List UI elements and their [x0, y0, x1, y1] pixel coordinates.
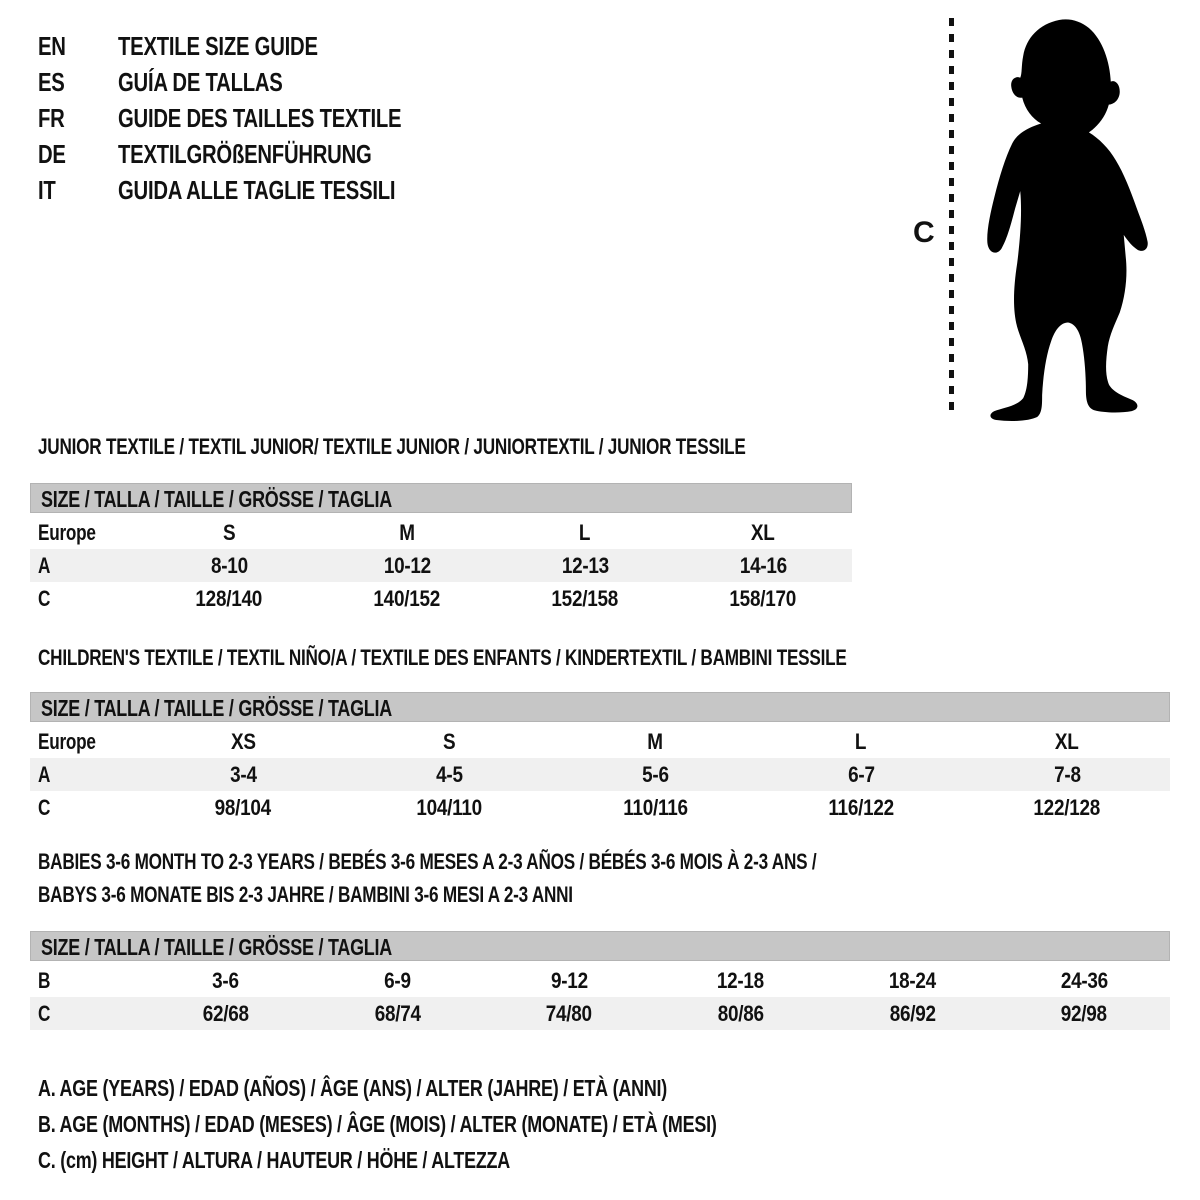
row-label-cell: C	[38, 585, 51, 611]
size-cell: L	[579, 519, 591, 545]
size-header-bar: SIZE / TALLA / TAILLE / GRÖSSE / TAGLIA	[30, 931, 1170, 961]
legend-line-c: C. (cm) HEIGHT / ALTURA / HAUTEUR / HÖHE / ALTEZZA	[38, 1146, 510, 1173]
size-cell: XL	[1055, 728, 1079, 754]
list-item	[38, 100, 481, 136]
dashed-measure-line	[949, 18, 954, 418]
language-code: IT	[38, 174, 56, 205]
legend-line-b: B. AGE (MONTHS) / EDAD (MESES) / ÂGE (MOIS) / ALTER (MONATE) / ETÀ (MESI)	[38, 1110, 717, 1137]
age-cell: 3-4	[229, 761, 257, 787]
height-cell: 74/80	[546, 1000, 593, 1026]
guide-title: TEXTILGRÖßENFÜHRUNG	[118, 138, 372, 169]
babies-section-heading-line1: BABIES 3-6 MONTH TO 2-3 YEARS / BEBÉS 3-6 MESES A 2-3 AÑOS / BÉBÉS 3-6 MOIS À 2-3 ANS /	[38, 849, 817, 874]
row-label-cell: Europe	[38, 519, 96, 545]
guide-title: GUÍA DE TALLAS	[118, 66, 283, 97]
height-cell: 152/158	[551, 585, 619, 611]
junior-table	[30, 516, 852, 615]
age-cell: 4-5	[435, 761, 463, 787]
size-cell: M	[399, 519, 415, 545]
height-cell: 62/68	[202, 1000, 249, 1026]
language-code: DE	[38, 138, 66, 169]
age-cell: 6-9	[384, 967, 411, 993]
language-code: FR	[38, 102, 65, 133]
age-cell: 3-6	[212, 967, 240, 993]
list-item	[38, 28, 481, 64]
children-table	[30, 725, 1170, 824]
table-row	[30, 549, 852, 582]
row-label-cell: C	[38, 1000, 51, 1026]
junior-section-heading: JUNIOR TEXTILE / TEXTIL JUNIOR/ TEXTILE JUNIOR / JUNIORTEXTIL / JUNIOR TESSILE	[38, 434, 746, 459]
legend-line-a: A. AGE (YEARS) / EDAD (AÑOS) / ÂGE (ANS) / ALTER (JAHRE) / ETÀ (ANNI)	[38, 1074, 668, 1101]
row-label-cell: A	[38, 552, 51, 578]
list-item	[38, 172, 481, 208]
age-cell: 9-12	[550, 967, 588, 993]
guide-title: TEXTILE SIZE GUIDE	[118, 30, 318, 61]
height-cell: 158/170	[729, 585, 797, 611]
language-code: EN	[38, 30, 66, 61]
age-cell: 12-13	[561, 552, 609, 578]
height-measurement-figure	[905, 10, 1175, 425]
table-row	[30, 516, 852, 549]
table-row	[30, 997, 1170, 1030]
size-cell: XS	[230, 728, 256, 754]
height-cell: 98/104	[214, 794, 272, 820]
table-row	[30, 582, 852, 615]
size-cell: XL	[751, 519, 775, 545]
children-section-heading: CHILDREN'S TEXTILE / TEXTIL NIÑO/A / TEXTILE DES ENFANTS / KINDERTEXTIL / BAMBINI TESSILE	[38, 645, 847, 670]
size-cell: S	[442, 728, 456, 754]
guide-title: GUIDE DES TAILLES TEXTILE	[118, 102, 402, 133]
language-code: ES	[38, 66, 65, 97]
row-label-cell: B	[38, 967, 51, 993]
age-cell: 8-10	[210, 552, 248, 578]
guide-title: GUIDA ALLE TAGLIE TESSILI	[118, 174, 396, 205]
age-cell: 14-16	[739, 552, 787, 578]
age-cell: 24-36	[1060, 967, 1108, 993]
age-cell: 5-6	[641, 761, 669, 787]
language-title-list	[38, 28, 481, 208]
children-size-table	[30, 692, 1170, 824]
age-cell: 7-8	[1053, 761, 1081, 787]
size-cell: S	[222, 519, 236, 545]
table-row	[30, 758, 1170, 791]
size-header-bar: SIZE / TALLA / TAILLE / GRÖSSE / TAGLIA	[30, 692, 1170, 722]
height-cell: 104/110	[416, 794, 482, 820]
age-cell: 18-24	[888, 967, 937, 993]
list-item	[38, 136, 481, 172]
babies-size-table	[30, 931, 1170, 1030]
height-cell: 80/86	[717, 1000, 764, 1026]
height-cell: 68/74	[374, 1000, 421, 1026]
age-cell: 10-12	[383, 552, 431, 578]
toddler-silhouette-icon	[973, 16, 1163, 424]
list-item	[38, 64, 481, 100]
measurement-legend	[38, 1070, 908, 1178]
size-header-bar: SIZE / TALLA / TAILLE / GRÖSSE / TAGLIA	[30, 483, 852, 513]
row-label-cell: A	[38, 761, 51, 787]
height-cell: 86/92	[889, 1000, 936, 1026]
table-row	[30, 725, 1170, 758]
babies-section-heading-line2: BABYS 3-6 MONATE BIS 2-3 JAHRE / BAMBINI 3-6 MESI A 2-3 ANNI	[38, 882, 573, 907]
size-cell: L	[855, 728, 867, 754]
table-row	[30, 964, 1170, 997]
age-cell: 6-7	[847, 761, 875, 787]
size-cell: M	[647, 728, 663, 754]
junior-size-table	[30, 483, 852, 615]
row-label-cell: Europe	[38, 728, 96, 754]
height-cell: 128/140	[195, 585, 263, 611]
height-measure-label: C	[913, 216, 935, 249]
height-cell: 140/152	[373, 585, 441, 611]
height-cell: 92/98	[1061, 1000, 1108, 1026]
height-cell: 122/128	[1033, 794, 1101, 820]
row-label-cell: C	[38, 794, 51, 820]
age-cell: 12-18	[717, 967, 765, 993]
height-cell: 110/116	[622, 794, 688, 820]
babies-table	[30, 964, 1170, 1030]
height-cell: 116/122	[828, 794, 894, 820]
table-row	[30, 791, 1170, 824]
